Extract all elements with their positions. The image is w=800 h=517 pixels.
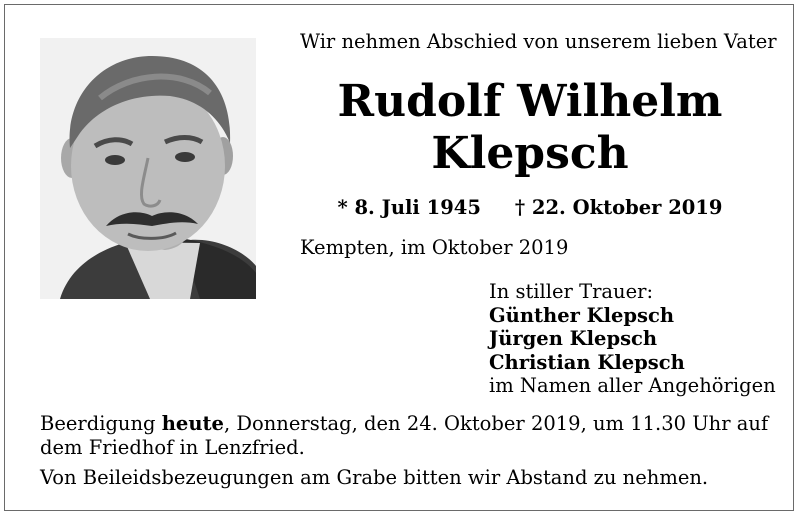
life-dates xyxy=(300,196,760,219)
mourner-name: Christian Klepsch xyxy=(489,350,685,374)
birth-date: * 8. Juli 1945 xyxy=(337,196,481,219)
mourner-name: Jürgen Klepsch xyxy=(489,327,658,350)
place-date: Kempten, im Oktober 2019 xyxy=(300,236,569,259)
mourners-heading: In stiller Trauer: xyxy=(489,280,654,303)
name-line-2: Klepsch xyxy=(431,128,629,179)
funeral-details: , Donnerstag, den 24. Oktober 2019, um 11.30 Uhr auf dem Friedhof in Lenzfried. xyxy=(40,412,769,459)
name-line-1: Rudolf Wilhelm xyxy=(337,76,723,127)
mourners-block xyxy=(489,280,776,398)
portrait-photo xyxy=(40,38,256,299)
funeral-highlight: heute xyxy=(161,412,224,435)
mourners-closing: im Namen aller Angehörigen xyxy=(489,374,776,397)
mourner-name: Günther Klepsch xyxy=(489,303,675,327)
intro-text: Wir nehmen Abschied von unserem lieben Vater xyxy=(300,30,777,53)
funeral-prefix: Beerdigung xyxy=(40,412,156,435)
funeral-info xyxy=(40,412,770,459)
condolence-request: Von Beileidsbezeugungen am Grabe bitten wir Abstand zu nehmen. xyxy=(40,466,709,489)
deceased-name xyxy=(300,76,760,180)
death-date: † 22. Oktober 2019 xyxy=(514,196,723,219)
